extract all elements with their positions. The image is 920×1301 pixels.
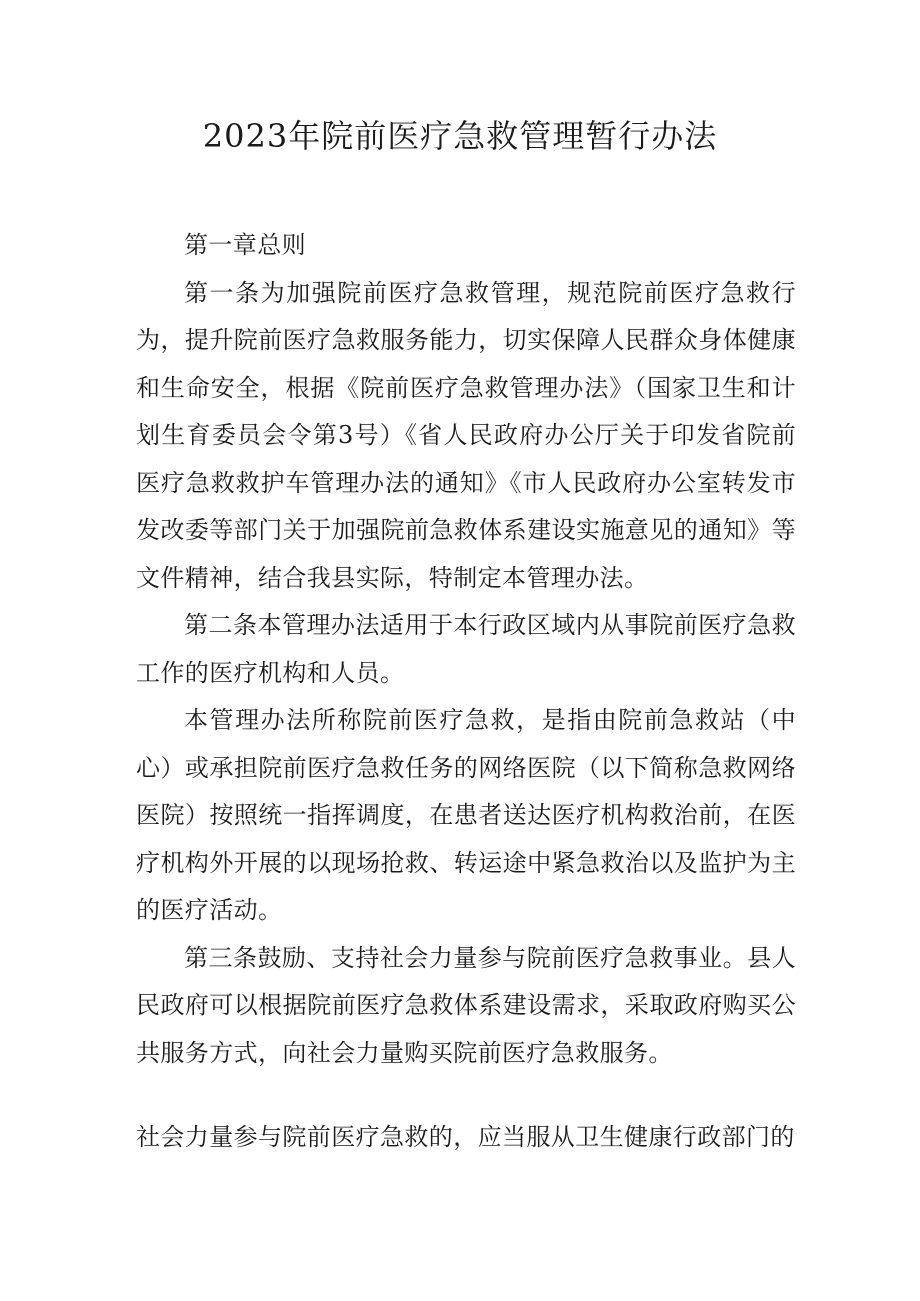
document-body	[136, 222, 796, 1162]
article-3-paragraph: 第三条鼓励、支持社会力量参与院前医疗急救事业。县人民政府可以根据院前医疗急救体系建设需求，采取政府购买公共服务方式，向社会力量购买院前医疗急救服务。	[136, 943, 796, 1067]
article-2-paragraph: 第二条本管理办法适用于本行政区域内从事院前医疗急救工作的医疗机构和人员。	[136, 611, 796, 687]
social-forces-paragraph: 社会力量参与院前医疗急救的，应当服从卫生健康行政部门的	[136, 1123, 795, 1151]
article-1-paragraph: 第一条为加强院前医疗急救管理，规范院前医疗急救行为，提升院前医疗急救服务能力，切实保障人民群众身体健康和生命安全，根据《院前医疗急救管理办法》（国家卫生和计划生育委员会令第3号）《省人民政府办公厅关于印发省院前医疗急救救护车管理办法的通知》《市人民政府办公室转发市发改委等部门关于加强院前急救体系建设实施意见的通知》等文件精神，结合我县实际，特制定本管理办法。	[136, 278, 796, 592]
document-title: 2023年院前医疗急救管理暂行办法	[202, 117, 718, 155]
chapter-heading: 第一章总则	[184, 231, 306, 259]
definition-paragraph: 本管理办法所称院前医疗急救，是指由院前急救站（中心）或承担院前医疗急救任务的网络医院（以下简称急救网络医院）按照统一指挥调度，在患者送达医疗机构救治前，在医疗机构外开展的以现场抢救、转运途中紧急救治以及监护为主的医疗活动。	[136, 706, 796, 924]
